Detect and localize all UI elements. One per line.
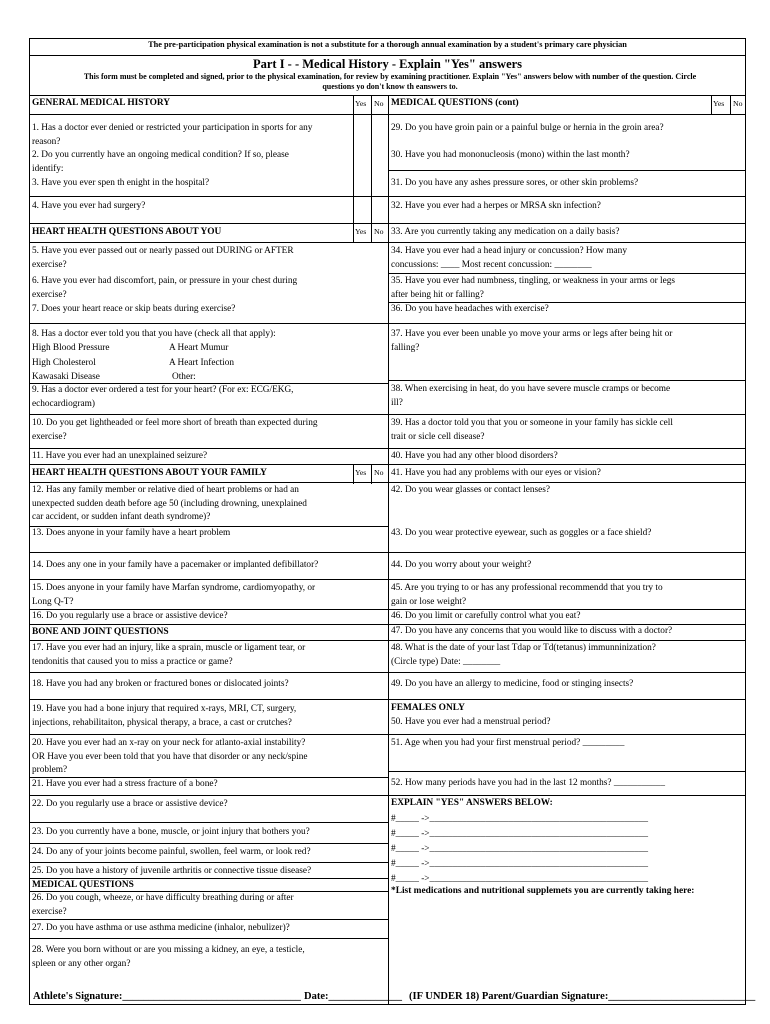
q-line: Long Q-T? [32, 596, 74, 607]
q-line: 20. Have you ever had an x-ray on your neck for atlanto-axial instability? [32, 738, 306, 748]
q-line: problem? [32, 765, 68, 775]
q-line: OR Have you ever been told that you have that disorder or any neck/spine [32, 751, 308, 762]
question-47: 47. Do you have any concerns that you would like to discuss with a doctor? [391, 626, 673, 636]
row-divider [29, 323, 389, 324]
question-20 [32, 737, 307, 778]
question-25: 25. Do you have a history of juvenile arthritis or connective tissue disease? [32, 866, 312, 876]
row-divider [388, 699, 746, 700]
q-line: unexpected sudden death before age 50 (including drowning, unexplained [32, 498, 307, 509]
question-29: 29. Do you have groin pain or a painful bulge or hernia in the groin area? [391, 123, 664, 133]
question-21: 21. Have you ever had a stress fracture of a bone? [32, 779, 218, 789]
question-11: 11. Have you ever had an unexplained seizure? [32, 451, 208, 461]
athlete-signature[interactable]: Athlete's Signature:__________________________________ [33, 991, 301, 1002]
row-divider [388, 323, 746, 324]
no-header: No [374, 99, 384, 108]
row-divider [29, 843, 389, 844]
explain-line[interactable]: #_____ ->_______________________________________________ [391, 814, 649, 824]
yes-col-divider [353, 223, 354, 243]
section-medical-cont: MEDICAL QUESTIONS (cont) [391, 98, 519, 108]
q-line: 28. Were you born without or are you missing a kidney, an eye, a testicle, [32, 945, 305, 955]
explain-lines[interactable] [391, 812, 648, 887]
row-divider [29, 114, 746, 115]
q-line: concussions: ____ Most recent concussion: ________ [391, 259, 592, 270]
q-line: 5. Have you ever passed out or nearly passed out DURING or AFTER [32, 246, 294, 256]
medications-label: *List medications and nutritional supplemets you are currently taking here: [391, 886, 695, 896]
section-explain: EXPLAIN "YES" ANSWERS BELOW: [391, 798, 553, 808]
row-divider [388, 552, 746, 553]
q-line: 45. Are you trying to or has any professional recommendd that you try to [391, 583, 663, 593]
question-6 [32, 275, 297, 302]
question-22: 22. Do you regularly use a brace or assistive device? [32, 799, 228, 809]
q-line: 48. What is the date of your last Tdap or Td(tetanus) immunninization? [391, 643, 656, 653]
section-general: GENERAL MEDICAL HISTORY [32, 98, 171, 108]
signature-date[interactable]: Date:______________ [304, 991, 402, 1002]
question-38 [391, 383, 670, 410]
yes-col-divider-right [711, 95, 712, 115]
q8-option: A Heart Infection [169, 358, 235, 368]
question-13: 13. Does anyone in your family have a heart problem [32, 528, 231, 538]
column-divider [388, 95, 389, 1005]
no-col-divider [371, 464, 372, 484]
section-heart: HEART HEALTH QUESTIONS ABOUT YOU [32, 227, 222, 237]
q8-option: Kawasaki Disease [32, 372, 100, 382]
question-32: 32. Have you ever had a herpes or MRSA skn infection? [391, 201, 601, 211]
section-females: FEMALES ONLY [391, 703, 465, 713]
row-divider [29, 734, 389, 735]
question-4: 4. Have you ever had surgery? [32, 201, 146, 211]
row-divider [388, 795, 746, 796]
yes-col-divider [353, 464, 354, 484]
question-7: 7. Does your heart reace or skip beats during exercise? [32, 304, 236, 314]
row-divider [388, 273, 746, 274]
question-44: 44. Do you worry about your weight? [391, 560, 532, 570]
question-23: 23. Do you currently have a bone, muscle, or joint injury that bothers you? [32, 827, 310, 837]
row-divider [29, 579, 389, 580]
question-45 [391, 582, 663, 609]
q-line: exercise? [32, 431, 67, 442]
question-41: 41. Have you had any problems with our eyes or vision? [391, 468, 601, 478]
question-42: 42. Do you wear glasses or contact lenses? [391, 485, 551, 495]
question-46: 46. Do you limit or carefully control what you eat? [391, 611, 581, 621]
instructions [45, 72, 735, 92]
yes-header: Yes [355, 227, 367, 236]
question-8: 8. Has a doctor ever told you that you have (check all that apply): [32, 329, 276, 339]
question-36: 36. Do you have headaches with exercise? [391, 304, 549, 314]
row-divider [29, 795, 389, 796]
q-line: exercise? [32, 259, 67, 270]
question-19 [32, 703, 296, 730]
row-divider [388, 771, 746, 772]
q-line: echocardiogram) [32, 398, 95, 409]
row-divider [29, 862, 389, 863]
q-line: 2. Do you currently have an ongoing medical condition? If so, please [32, 150, 289, 160]
question-30: 30. Have you had mononucleosis (mono) within the last month? [391, 150, 630, 160]
parent-signature[interactable]: (IF UNDER 18) Parent/Guardian Signature:____________________________ [409, 991, 756, 1002]
question-51: 51. Age when you had your first menstrual period? _________ [391, 738, 625, 748]
yes-header: Yes [713, 99, 725, 108]
instructions-line-2: questions yo don't know th eanswers to. [322, 82, 458, 91]
row-divider [29, 624, 389, 625]
question-37 [391, 328, 672, 355]
q-line: 37. Have you ever been unable yo move your arms or legs after being hit or [391, 329, 673, 339]
q8-option: Other: [172, 372, 196, 382]
no-header: No [374, 227, 384, 236]
question-50: 50. Have you ever had a menstrual period? [391, 717, 551, 727]
row-divider [29, 552, 389, 553]
q-line: 15. Does anyone in your family have Marfan syndrome, cardiomyopathy, or [32, 583, 316, 593]
explain-line[interactable]: #_____ ->_______________________________________________ [391, 829, 649, 839]
q-line: exercise? [32, 289, 67, 300]
yes-header: Yes [355, 99, 367, 108]
question-5 [32, 245, 294, 272]
row-divider [29, 672, 389, 673]
q-line: 10. Do you get lightheaded or feel more short of breath than expected during [32, 418, 318, 428]
question-34 [391, 245, 627, 272]
no-header: No [374, 468, 384, 477]
row-divider [29, 95, 746, 96]
question-40: 40. Have you had any other blood disorders? [391, 451, 558, 461]
q-line: 6. Have you ever had discomfort, pain, or pressure in your chest during [32, 276, 298, 286]
row-divider [29, 414, 389, 415]
q-line: after being hit or falling? [391, 289, 484, 300]
q-line: 12. Has any family member or relative died of heart problems or had an [32, 485, 299, 495]
q-line: 26. Do you cough, wheeze, or have difficulty breathing during or after [32, 893, 294, 903]
q-line: gain or lose weight? [391, 596, 467, 607]
disclaimer: The pre-participation physical examination is not a substitute for a thorough annual examination by a student's primary care physician [148, 40, 627, 49]
section-family: HEART HEALTH QUESTIONS ABOUT YOUR FAMILY [32, 468, 267, 478]
question-33: 33. Are you currently taking any medication on a daily basis? [391, 227, 620, 237]
row-divider [29, 919, 389, 920]
question-2 [32, 149, 289, 176]
no-header: No [733, 99, 743, 108]
question-43: 43. Do you wear protective eyewear, such as goggles or a face shield? [391, 528, 652, 538]
question-48 [391, 642, 656, 669]
row-divider [388, 640, 746, 641]
divider [29, 55, 746, 56]
row-divider [29, 699, 389, 700]
explain-line[interactable]: #_____ ->_______________________________________________ [391, 844, 649, 854]
q-line: spleen or any other organ? [32, 958, 131, 969]
explain-line[interactable]: #_____ ->_______________________________________________ [391, 859, 649, 869]
row-divider [29, 242, 389, 243]
q-line: falling? [391, 342, 420, 353]
q-line: 38. When exercising in heat, do you have severe muscle cramps or become [391, 384, 671, 394]
question-17 [32, 642, 305, 669]
page-title: Part I - - Medical History - Explain "Yes" answers [252, 57, 523, 71]
row-divider [388, 734, 746, 735]
q-line: 19. Have you had a bone injury that required x-rays, MRI, CT, surgery, [32, 704, 297, 714]
no-col-divider-right [730, 95, 731, 115]
row-divider [29, 448, 389, 449]
question-14: 14. Does any one in your family have a pacemaker or implanted defibillator? [32, 560, 319, 570]
row-divider [29, 196, 389, 197]
row-divider [388, 223, 746, 224]
q-line: 1. Has a doctor ever denied or restricted your participation in sports for any [32, 123, 313, 133]
no-col-divider [371, 223, 372, 243]
instructions-line-1: This form must be completed and signed, prior to the physical examination, for review by examining practitioner. Explain "Yes" answers below with number of the question. Circle [83, 72, 697, 81]
q-line: 17. Have you ever had an injury, like a sprain, muscle or ligament tear, or [32, 643, 306, 653]
question-16: 16. Do you regularly use a brace or assistive device? [32, 611, 228, 621]
section-bone: BONE AND JOINT QUESTIONS [32, 627, 169, 637]
question-35 [391, 275, 675, 302]
row-divider [388, 482, 746, 483]
question-49: 49. Do you have an allergy to medicine, food or stinging insects? [391, 679, 634, 689]
q-line: car accident, or sudden infant death syndrome)? [32, 512, 211, 522]
question-1 [32, 122, 312, 149]
q8-option: High Blood Pressure [32, 343, 110, 353]
question-27: 27. Do you have asthma or use asthma medicine (inhalor, nebulizer)? [32, 923, 290, 933]
row-divider [29, 938, 389, 939]
q-line: 34. Have you ever had a head injury or concussion? How many [391, 246, 627, 256]
row-divider [388, 242, 746, 243]
question-15 [32, 582, 315, 609]
row-divider [388, 464, 746, 465]
row-divider [29, 464, 389, 465]
q-line: injections, rehabilitaiton, physical therapy, a brace, a cast or crutches? [32, 717, 292, 728]
question-52: 52. How many periods have you had in the last 12 months? ___________ [391, 778, 665, 788]
row-divider [29, 878, 389, 879]
q-line: (Circle type) Date: ________ [391, 656, 501, 667]
row-divider [29, 482, 389, 483]
q-line: ill? [391, 397, 403, 408]
q-line: exercise? [32, 906, 67, 917]
row-divider [388, 170, 746, 171]
row-divider [388, 380, 746, 381]
question-28 [32, 944, 305, 971]
question-10 [32, 417, 318, 444]
q-line: 39. Has a doctor told you that you or someone in your family has sickle cell [391, 418, 673, 428]
row-divider [388, 196, 746, 197]
q-line: trait or sicle cell disease? [391, 431, 485, 442]
explain-line[interactable]: #_____ ->_______________________________________________ [391, 874, 649, 884]
q-line: identify: [32, 163, 64, 174]
question-26 [32, 892, 294, 919]
q8-option: High Cholesterol [32, 358, 96, 368]
row-divider [29, 640, 389, 641]
row-divider [388, 579, 746, 580]
row-divider [388, 448, 746, 449]
row-divider [388, 672, 746, 673]
row-divider [29, 223, 389, 224]
question-31: 31. Do you have any ashes pressure sores, or other skin problems? [391, 178, 639, 188]
question-9 [32, 384, 294, 411]
q-line: tendonitis that caused you to miss a practice or game? [32, 656, 233, 667]
question-39 [391, 417, 673, 444]
row-divider [388, 414, 746, 415]
q-line: 9. Has a doctor ever ordered a test for your heart? (For ex: ECG/EKG, [32, 385, 294, 395]
question-18: 18. Have you had any broken or fractured bones or dislocated joints? [32, 679, 289, 689]
question-3: 3. Have you ever spen th enight in the hospital? [32, 178, 210, 188]
question-24: 24. Do any of your joints become painful, swollen, feel warm, or look red? [32, 847, 311, 857]
q-line: 35. Have you ever had numbness, tingling, or weakness in your arms or legs [391, 276, 676, 286]
row-divider [29, 822, 389, 823]
yes-header: Yes [355, 468, 367, 477]
q8-option: A Heart Mumur [169, 343, 229, 353]
question-12 [32, 484, 307, 525]
section-medical: MEDICAL QUESTIONS [32, 880, 134, 890]
q-line: reason? [32, 136, 61, 147]
